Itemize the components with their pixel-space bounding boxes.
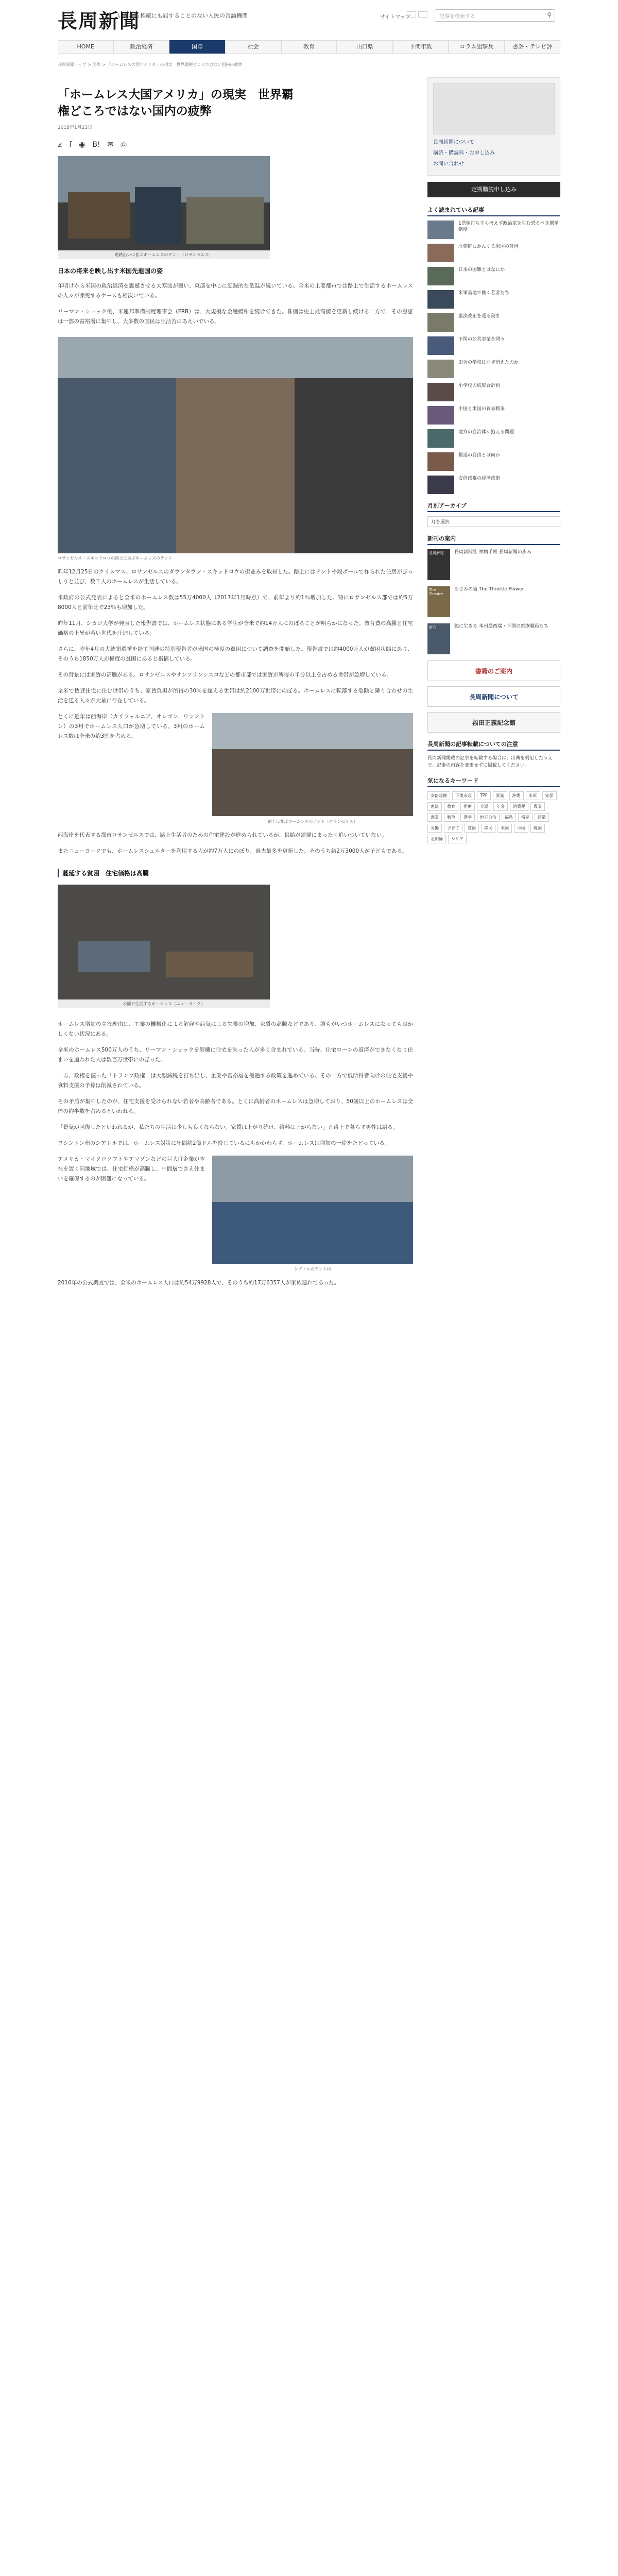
paragraph: 昨年11月、シカゴ大学が発表した報告書では、ホームレス状態にある学生が全米で約14万人にのぼることが明らかになった。教育費の高騰と住宅価格の上昇が若い世代を圧迫している。 — [58, 620, 413, 636]
article — [58, 77, 413, 2576]
keyword-tag[interactable]: 子育て — [444, 824, 462, 833]
article-photo-2 — [58, 337, 413, 553]
paragraph: ホームレス増加の主な理由は、工業の機械化による解雇や病気による失業の増加、家賃の高騰などであり、誰もがいつホームレスになってもおかしくない状況にある。 — [58, 1021, 413, 1037]
paragraph: リーマン・ショック後、米連邦準備制度理事会（FRB）は、大規模な金融緩和を続けてきた。株価は史上最高値を更新し続ける一方で、その恩恵は一部の富裕層に集中し、大多数の国民は生活苦にあえいでいる。 — [58, 309, 413, 325]
reprint-note: 長周新聞掲載の記事を転載する場合は、出典を明記したうえで、記事の内容を変更せずに掲載してください。 — [427, 756, 553, 768]
books-banner[interactable]: 書籍のご案内 — [427, 660, 560, 681]
text-with-photo — [58, 1148, 413, 1272]
sidebar-info-box — [427, 77, 560, 176]
nav-international[interactable]: 国際 — [169, 40, 225, 54]
list-item[interactable]: 北朝鮮にかんする米国の計画 — [427, 244, 560, 262]
sidebar-link-subscribe[interactable]: 購読・購読料・お申し込み — [433, 150, 495, 156]
keyword-tag[interactable]: 憲法 — [427, 802, 442, 811]
paragraph: 西海岸を代表する都市ロサンゼルスでは、路上生活者のための住宅建設が進められているが、供給が需要にまったく追いついていない。 — [58, 832, 387, 838]
book-title: 長周新聞社 神輿手帳 長周新聞の歩み — [454, 550, 531, 555]
paragraph: 一方、政権を握った「トランプ政権」は大型減税を打ち出し、企業や富裕層を優遇する政策を進めている。その一方で低所得者向けの住宅支援や食料支援の予算は削減されている。 — [58, 1073, 413, 1089]
nav-review[interactable]: 書評・テレビ評 — [505, 40, 560, 54]
mail-icon[interactable]: ✉ — [107, 141, 114, 149]
line-icon[interactable]: ◉ — [79, 141, 85, 149]
article-photo-4 — [58, 885, 270, 1008]
nav-column[interactable]: コラム狙撃兵 — [449, 40, 504, 54]
list-item[interactable]: 安倍政権の経済政策 — [427, 476, 560, 494]
sidebar-image — [433, 83, 555, 134]
paragraph: とくに近年は西海岸（カリフォルニア、オレゴン、ワシントン）の3州でホームレス人口が急増している。3州のホームレス数は全米の約3割を占める。 — [58, 714, 205, 739]
keyword-tag[interactable]: 介護 — [477, 802, 491, 811]
keyword-tag[interactable]: 中国 — [514, 824, 528, 833]
article-title — [58, 87, 413, 120]
keyword-tag[interactable]: 安保 — [542, 791, 557, 800]
keyword-tag[interactable]: 戦争 — [444, 813, 458, 822]
article-photo-1 — [58, 156, 270, 259]
paragraph: 昨年12月25日のクリスマス、ロサンゼルスのダウンタウン・スキッドロウの街並みを取材した。路上にはテントや段ボールで作られた住居がびっしりと並び、数千人のホームレスが生活している。 — [58, 569, 413, 585]
paragraph: 「景気が回復したといわれるが、私たちの生活は少しも良くならない。家賃は上がり続け、給料は上がらない」と路上で暮らす男性は語る。 — [58, 1124, 399, 1130]
subheading: 蔓延する貧困 住宅価格は高騰 — [58, 869, 413, 877]
breadcrumb[interactable]: 長周新聞トップ > 国際 > 「ホームレス大国アメリカ」の現実 世界覇権どころではない国内の疲弊 — [58, 62, 243, 67]
keyword-tag[interactable]: TPP — [477, 791, 491, 800]
nav-home[interactable]: HOME — [58, 40, 113, 54]
text-with-photo — [58, 706, 413, 824]
keyword-tag[interactable]: 漁業 — [427, 813, 442, 822]
keyword-tag[interactable]: 教育 — [444, 802, 458, 811]
museum-banner[interactable]: 福田正義記念館 — [427, 712, 560, 733]
book-cover: The Theatre — [427, 586, 450, 617]
archive-heading: 月別アーカイブ — [427, 501, 560, 512]
note-heading: 長周新聞の記事転載についての注意 — [427, 740, 560, 751]
list-item[interactable]: 日本の国難とはなにか — [427, 267, 560, 285]
keyword-tag[interactable]: 沖縄 — [509, 791, 524, 800]
main-nav — [58, 40, 560, 54]
list-item[interactable]: 下関の公共事業を問う — [427, 336, 560, 355]
book-cover: 新刊 — [427, 623, 450, 654]
keyword-tag[interactable]: 米国 — [497, 824, 512, 833]
nav-education[interactable]: 教育 — [281, 40, 337, 54]
paragraph: またニューヨークでも、ホームレスシェルターを利用する人が約7万人にのぼり、過去最多を更新した。そのうち約2万3000人が子どもである。 — [58, 848, 408, 854]
paragraph: 全米で賃貸住宅に住む世帯のうち、家賃負担が所得の30％を超える世帯は約2100万世帯にのぼる。ホームレスに転落する危険と隣り合わせの生活を送る人々が大量に存在している。 — [58, 688, 413, 704]
twitter-icon[interactable]: 𝕫 — [58, 141, 62, 149]
list-item[interactable]: 地方の自治体が抱える問題 — [427, 429, 560, 448]
article-photo-3 — [212, 713, 413, 824]
keyword-tag[interactable]: 移民 — [481, 824, 495, 833]
keyword-tag[interactable]: 米軍 — [526, 791, 540, 800]
keyword-tag[interactable]: シリア — [448, 835, 467, 843]
keyword-tag[interactable]: 地方自治 — [477, 813, 500, 822]
title-line-2: 権どころではない国内の疲弊 — [58, 104, 212, 118]
title-line-1: 「ホームレス大国アメリカ」の現実 世界覇 — [58, 88, 294, 101]
list-item[interactable]: 1票値打ちすら考えず政治家を生む恐るべき選挙制度 — [427, 221, 560, 239]
sidebar-links — [433, 138, 555, 167]
keywords-heading: 気になるキーワード — [427, 776, 560, 787]
keyword-tag[interactable]: 北朝鮮 — [427, 835, 446, 843]
list-item[interactable]: 田舎の学校はなぜ消えたのか — [427, 360, 560, 378]
keyword-tag[interactable]: 原発 — [493, 791, 507, 800]
site-logo[interactable]: 長周新聞 — [58, 9, 141, 32]
subscribe-button[interactable]: 定期購読申し込み — [427, 182, 560, 197]
keyword-tag[interactable]: 福島 — [502, 813, 516, 822]
paragraph: 年明けから米国の政治経済を震撼させる大寒波が襲い、東部を中心に記録的な低温が続いている。全米の主要都市では路上で生活するホームレスの人々が凍死するケースも相次いでいる。 — [58, 283, 413, 299]
subheading: 日本の将来を映し出す米国先進国の姿 — [58, 267, 163, 275]
site-tagline: いかなる権威にも屈することのない人民の言論機関 — [117, 12, 248, 19]
sidebar — [427, 77, 560, 2576]
keyword-tag[interactable]: 格差 — [518, 813, 533, 822]
list-item[interactable]: 米軍基地で働く若者たち — [427, 290, 560, 309]
list-item[interactable]: 憲法改正を巡る動き — [427, 313, 560, 332]
keyword-tag[interactable]: 医療 — [460, 802, 475, 811]
paragraph: その矛盾が集中したのが、住宅支援を受けられない若者や高齢者である。とくに高齢者のホームレスは急増しており、50歳以上のホームレスは全体の約半数を占めるといわれる。 — [58, 1098, 413, 1114]
nav-politics[interactable]: 政治経済 — [113, 40, 169, 54]
keyword-tag[interactable]: 労働 — [427, 824, 442, 833]
paragraph: その背景には家賃の高騰がある。ロサンゼルスやサンフランシスコなどの都市部では家賃が所得の半分以上を占める世帯が急増している。 — [58, 672, 392, 678]
search-placeholder: 記事を検索する — [439, 14, 475, 20]
sitemap-link[interactable]: サイトマップ — [380, 14, 410, 20]
keyword-tag[interactable]: 消費税 — [510, 802, 528, 811]
ranking-heading: よく読まれている記事 — [427, 206, 560, 216]
photo-caption: ロサンゼルス・スキッドロウの路上に並ぶホームレスのテント — [58, 556, 173, 561]
paragraph: アメリカ・マイクロソフトやアマゾンなどの巨大IT企業が本社を置く同地域では、住宅価格が高騰し、中間層でさえ住まいを確保するのが困難になっている。 — [58, 1156, 205, 1182]
book-item[interactable] — [427, 623, 560, 654]
list-item[interactable]: 中国と米国の貿易戦争 — [427, 406, 560, 425]
book-item[interactable] — [427, 586, 560, 617]
paragraph: 米政府の公式発表によると全米のホームレス数は55万4000人（2017年1月時点）で、前年より約1％増加した。特にロサンゼルス郡では約5万8000人と前年比で23％も増加した。 — [58, 595, 413, 611]
nav-shimonoseki[interactable]: 下関市政 — [393, 40, 449, 54]
photo-caption: 道路沿いに並ぶホームレスのテント（ロサンゼルス） — [58, 250, 270, 259]
paragraph: ワシントン州のシアトルでは、ホームレス対策に年間約2億ドルを投じているにもかかわらず、ホームレスは増加の一途をたどっている。 — [58, 1140, 390, 1146]
books-heading: 新刊の案内 — [427, 534, 560, 545]
keyword-tag[interactable]: 年金 — [493, 802, 508, 811]
search-icon[interactable]: ⚲ — [547, 11, 552, 19]
flag-icon[interactable] — [418, 11, 427, 18]
sidebar-link-about[interactable]: 長周新聞について — [433, 140, 474, 145]
nav-society[interactable]: 社会 — [225, 40, 281, 54]
ranking-list — [427, 221, 560, 494]
about-banner[interactable]: 長周新聞について — [427, 686, 560, 707]
paragraph: さらに、昨年4月の大統領選挙を経て国連の特別報告者が米国の極度の貧困について調査を開始した。報告書では約4000万人が貧困状態にあり、そのうち1850万人が極度の貧困にあると指摘している。 — [58, 646, 413, 662]
facebook-icon[interactable]: f — [69, 141, 72, 149]
paragraph: 全米のホームレス500万人のうち、リーマン・ショックを契機に住宅を失った人が多く含まれている。当時、住宅ローンの返済ができなくなり住まいを追われた人は数百万世帯にのぼった。 — [58, 1047, 413, 1063]
book-title: あさみの道 The Throttle Flower — [454, 587, 524, 592]
flag-icon[interactable] — [407, 11, 416, 18]
nav-yamaguchi[interactable]: 山口県 — [337, 40, 392, 54]
photo-caption: シアトルのテント村 — [294, 1267, 331, 1272]
share-bar — [58, 141, 413, 149]
keyword-tags — [427, 791, 560, 843]
keyword-tag[interactable]: 安倍政権 — [427, 791, 450, 800]
keyword-tag[interactable]: 農業 — [530, 802, 545, 811]
print-icon[interactable]: ⎙ — [121, 141, 127, 149]
list-item[interactable]: 報道の自由とは何か — [427, 452, 560, 471]
paragraph: 2016年の公式調査では、全米のホームレス人口は約54万9928人で、そのうち約17万6357人が家族連れであった。 — [58, 1280, 340, 1286]
keyword-tag[interactable]: 派遣 — [535, 813, 549, 822]
photo-caption: 公園で生活するホームレス（ニューヨーク） — [58, 999, 270, 1008]
keyword-tag[interactable]: 下関市政 — [452, 791, 475, 800]
article-photo-5 — [212, 1156, 413, 1272]
book-title: 強に生きる 本州最西端・下関の医療職員たち — [454, 624, 548, 629]
book-cover: 長周新聞 — [427, 549, 450, 580]
language-flags — [407, 11, 427, 18]
archive-select[interactable]: 月を選択 — [427, 516, 560, 527]
hatena-icon[interactable]: B! — [92, 141, 100, 149]
list-item[interactable]: 小学校の統廃合計画 — [427, 383, 560, 401]
sidebar-link-contact[interactable]: お問い合わせ — [433, 161, 464, 167]
photo-caption: 路上に並ぶホームレスのテント（ロサンゼルス） — [267, 819, 358, 824]
search-input[interactable] — [435, 9, 555, 22]
keyword-tag[interactable]: 選挙 — [460, 813, 475, 822]
book-item[interactable] — [427, 549, 560, 580]
keyword-tag[interactable]: 韓国 — [530, 824, 545, 833]
site-header — [0, 0, 618, 36]
article-date: 2018年1月23日 — [58, 125, 93, 130]
keyword-tag[interactable]: 貧困 — [465, 824, 479, 833]
